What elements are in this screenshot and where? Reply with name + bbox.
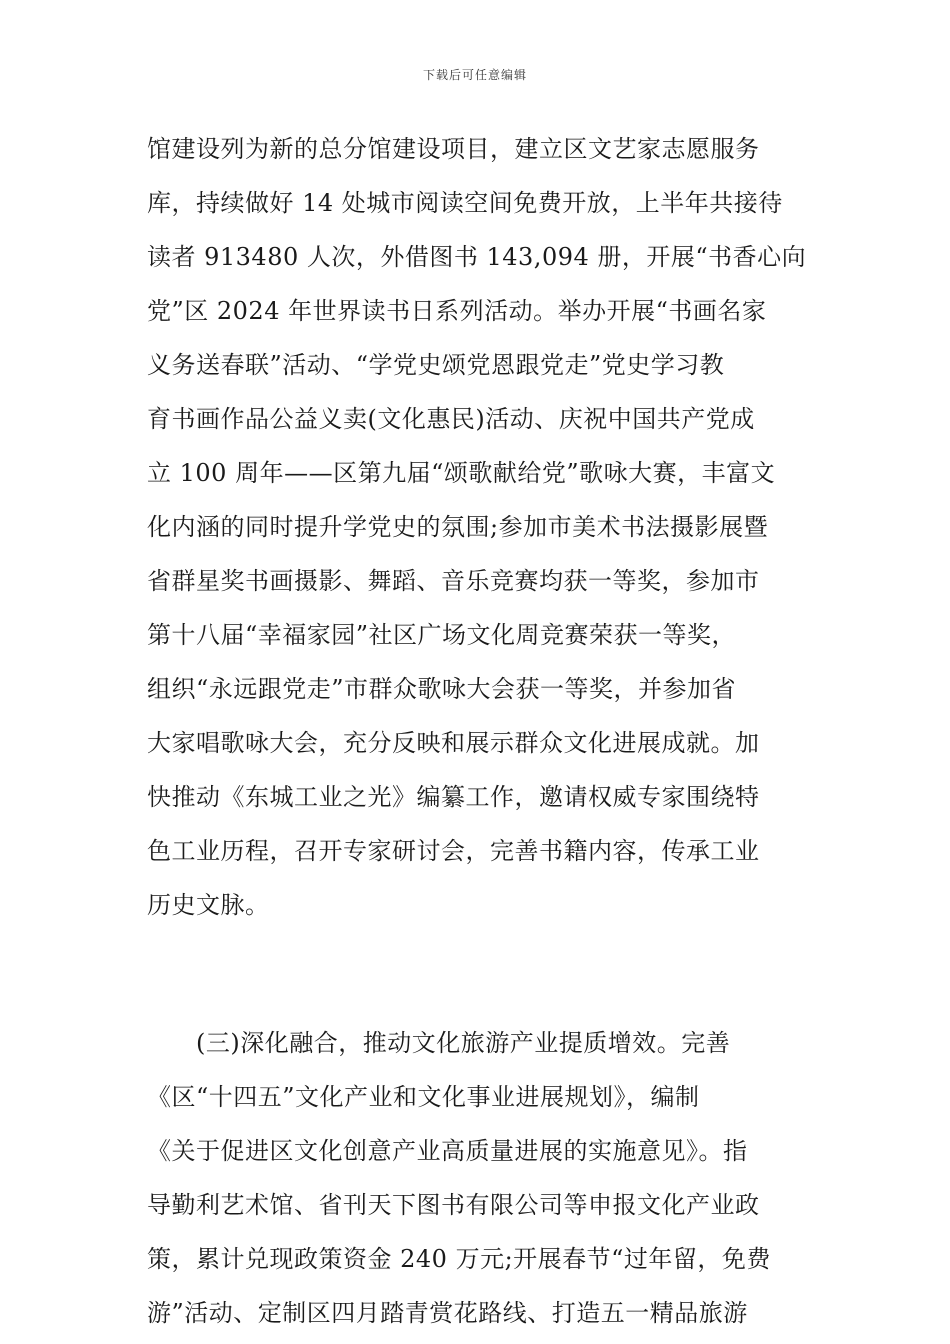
- text-line: 历史文脉。: [147, 891, 270, 919]
- text-line: 快推动《东城工业之光》编纂工作，邀请权威专家围绕特: [147, 783, 760, 811]
- text-line: 义务送春联”活动、“学党史颂党恩跟党走”党史学习教: [147, 351, 725, 379]
- text-line: 化内涵的同时提升学党史的氛围;参加市美术书法摄影展暨: [147, 513, 769, 541]
- text-line: 党”区 2024 年世界读书日系列活动。举办开展“书画名家: [147, 297, 767, 325]
- text-line: 立 100 周年——区第九届“颂歌献给党”歌咏大赛，丰富文: [147, 459, 776, 487]
- text-line: (三)深化融合，推动文化旅游产业提质增效。完善: [147, 1029, 731, 1057]
- text-line: 省群星奖书画摄影、舞蹈、音乐竞赛均获一等奖，参加市: [147, 567, 760, 595]
- page-header: 下载后可任意编辑: [422, 68, 527, 82]
- document-body: [147, 122, 807, 1340]
- text-line: 库，持续做好 14 处城市阅读空间免费开放，上半年共接待: [147, 189, 783, 217]
- text-line: 《关于促进区文化创意产业高质量进展的实施意见》。指: [147, 1137, 748, 1165]
- text-line: 馆建设列为新的总分馆建设项目，建立区文艺家志愿服务: [147, 135, 760, 163]
- text-line: 大家唱歌咏大会，充分反映和展示群众文化进展成就。加: [147, 729, 760, 757]
- paragraph-1: [147, 122, 807, 932]
- text-line: 游”活动、定制区四月踏青赏花路线、打造五一精品旅游: [147, 1299, 748, 1327]
- text-line: 《区“十四五”文化产业和文化事业进展规划》，编制: [147, 1083, 700, 1111]
- text-line: 读者 913480 人次，外借图书 143,094 册，开展“书香心向: [147, 243, 807, 271]
- text-line: 组织“永远跟党走”市群众歌咏大会获一等奖，并参加省: [147, 675, 737, 703]
- text-line: 第十八届“幸福家园”社区广场文化周竞赛荣获一等奖，: [147, 621, 737, 649]
- paragraph-2: [147, 1016, 807, 1340]
- text-line: 导勤利艺术馆、省刊天下图书有限公司等申报文化产业政: [147, 1191, 760, 1219]
- text-line: 育书画作品公益义卖(文化惠民)活动、庆祝中国共产党成: [147, 405, 755, 433]
- text-line: 色工业历程，召开专家研讨会，完善书籍内容，传承工业: [147, 837, 760, 865]
- text-line: 策，累计兑现政策资金 240 万元;开展春节“过年留，免费: [147, 1245, 771, 1273]
- paragraph-spacer: [147, 932, 807, 1016]
